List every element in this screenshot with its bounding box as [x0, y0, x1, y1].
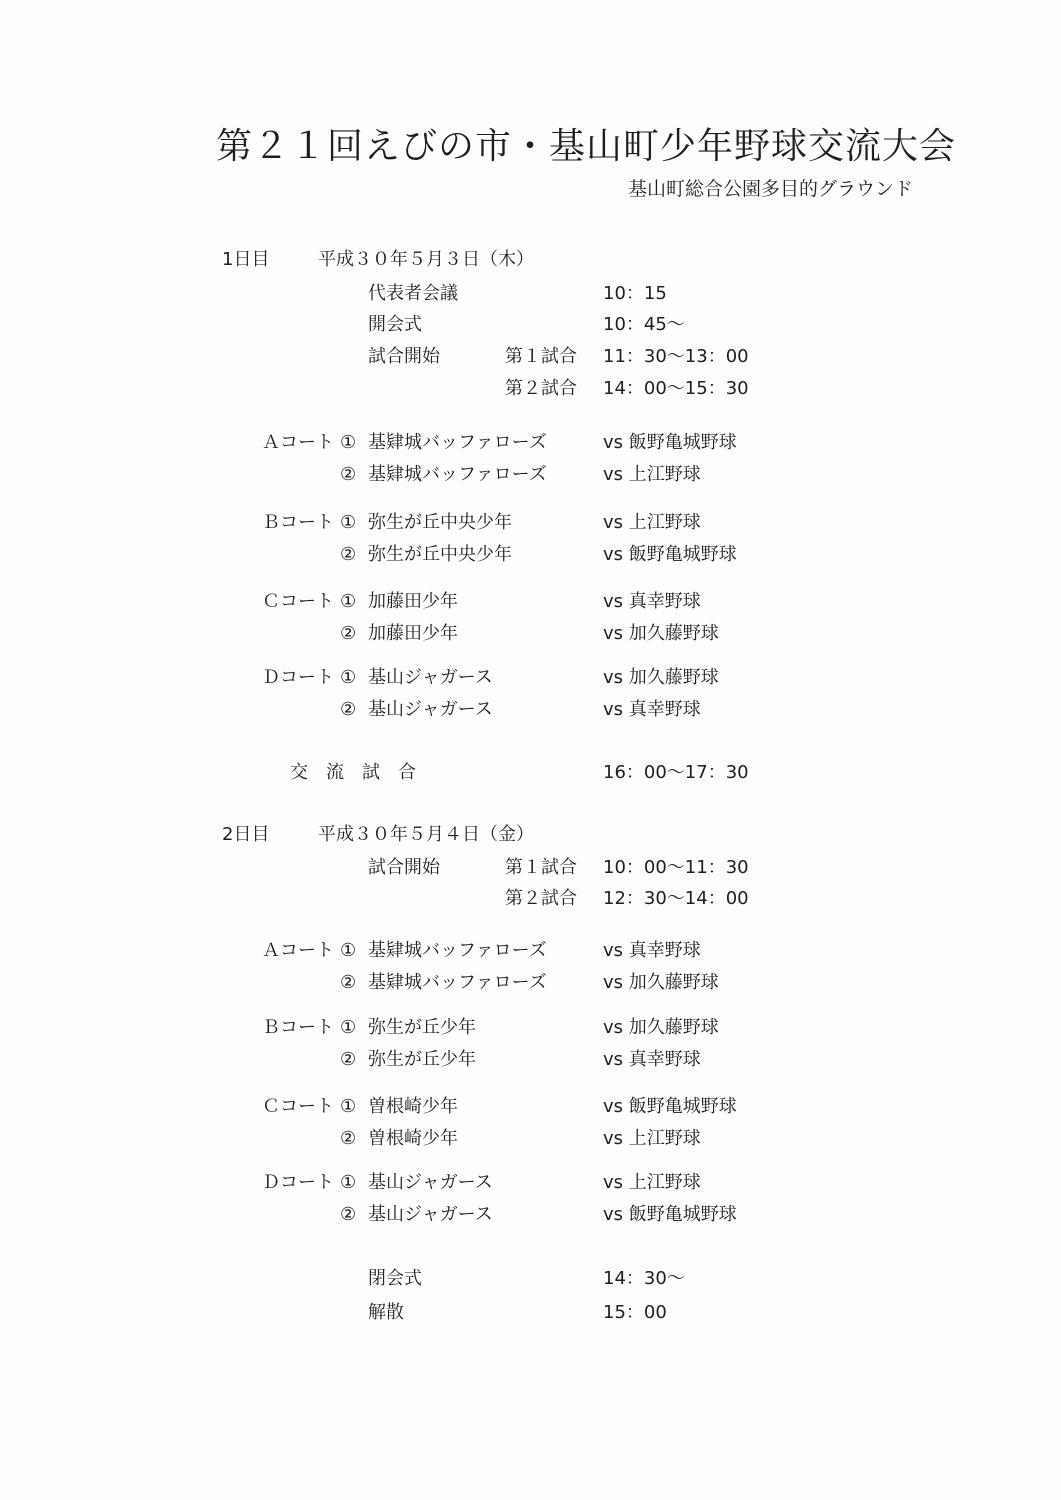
game-number: ② — [340, 1204, 357, 1225]
opponent-name: vs 真幸野球 — [603, 1049, 701, 1070]
team-name: 基山ジャガース — [368, 667, 493, 688]
game-number: ② — [340, 972, 357, 993]
closing-ceremony-time: 14：30～ — [603, 1268, 685, 1289]
dismissal-label: 解散 — [368, 1302, 404, 1323]
game-number: ① — [340, 940, 357, 961]
game-number: ① — [340, 1017, 357, 1038]
court-label: Ｃコート — [262, 591, 334, 612]
schedule-time: 11：30～13：00 — [603, 346, 749, 367]
schedule-event: 試合開始 — [368, 857, 440, 878]
game-number: ② — [340, 623, 357, 644]
game-number: ② — [340, 544, 357, 565]
schedule-event: 代表者会議 — [368, 283, 458, 304]
schedule-event: 試合開始 — [368, 346, 440, 367]
opponent-name: vs 上江野球 — [603, 464, 701, 485]
game-number: ① — [340, 432, 357, 453]
team-name: 曽根崎少年 — [368, 1096, 458, 1117]
exchange-match-time: 16：00～17：30 — [603, 762, 749, 783]
team-name: 基山ジャガース — [368, 1172, 493, 1193]
team-name: 基山ジャガース — [368, 699, 493, 720]
game-number: ② — [340, 1049, 357, 1070]
opponent-name: vs 加久藤野球 — [603, 972, 719, 993]
schedule-game-no: 第２試合 — [505, 888, 577, 909]
game-number: ① — [340, 512, 357, 533]
team-name: 加藤田少年 — [368, 591, 458, 612]
schedule-time: 10：15 — [603, 283, 667, 304]
dismissal-time: 15：00 — [603, 1302, 667, 1323]
team-name: 弥生が丘少年 — [368, 1017, 476, 1038]
team-name: 基肄城バッファローズ — [368, 972, 547, 993]
schedule-time: 14：00～15：30 — [603, 378, 749, 399]
court-label: Ａコート — [262, 940, 334, 961]
game-number: ① — [340, 667, 357, 688]
day1-label: 1日目 — [222, 249, 270, 270]
schedule-game-no: 第１試合 — [505, 857, 577, 878]
opponent-name: vs 飯野亀城野球 — [603, 1204, 737, 1225]
schedule-event: 開会式 — [368, 314, 422, 335]
court-label: Ｄコート — [262, 1172, 334, 1193]
opponent-name: vs 真幸野球 — [603, 699, 701, 720]
closing-ceremony-label: 閉会式 — [368, 1268, 422, 1289]
schedule-game-no: 第２試合 — [505, 378, 577, 399]
schedule-game-no: 第１試合 — [505, 346, 577, 367]
game-number: ① — [340, 591, 357, 612]
game-number: ① — [340, 1096, 357, 1117]
schedule-time: 10：45～ — [603, 314, 685, 335]
opponent-name: vs 上江野球 — [603, 1172, 701, 1193]
opponent-name: vs 真幸野球 — [603, 940, 701, 961]
game-number: ② — [340, 1128, 357, 1149]
opponent-name: vs 加久藤野球 — [603, 1017, 719, 1038]
day2-date: 平成３０年５月４日（金） — [318, 824, 534, 845]
team-name: 基肄城バッファローズ — [368, 432, 547, 453]
team-name: 基山ジャガース — [368, 1204, 493, 1225]
opponent-name: vs 加久藤野球 — [603, 667, 719, 688]
court-label: Ｃコート — [262, 1096, 334, 1117]
schedule-time: 10：00～11：30 — [603, 857, 749, 878]
opponent-name: vs 加久藤野球 — [603, 623, 719, 644]
venue-name: 基山町総合公園多目的グラウンド — [628, 178, 914, 200]
team-name: 曽根崎少年 — [368, 1128, 458, 1149]
exchange-match-label: 交 流 試 合 — [290, 762, 416, 783]
opponent-name: vs 飯野亀城野球 — [603, 1096, 737, 1117]
team-name: 弥生が丘中央少年 — [368, 544, 512, 565]
game-number: ② — [340, 699, 357, 720]
document-title: 第２１回えびの市・基山町少年野球交流大会 — [216, 126, 957, 167]
team-name: 弥生が丘中央少年 — [368, 512, 512, 533]
day1-date: 平成３０年５月３日（木） — [318, 249, 534, 270]
opponent-name: vs 上江野球 — [603, 1128, 701, 1149]
court-label: Ｂコート — [262, 1017, 334, 1038]
day2-label: 2日目 — [222, 824, 270, 845]
team-name: 基肄城バッファローズ — [368, 464, 547, 485]
game-number: ② — [340, 464, 357, 485]
schedule-time: 12：30～14：00 — [603, 888, 749, 909]
team-name: 基肄城バッファローズ — [368, 940, 547, 961]
court-label: Ｄコート — [262, 667, 334, 688]
team-name: 弥生が丘少年 — [368, 1049, 476, 1070]
court-label: Ａコート — [262, 432, 334, 453]
opponent-name: vs 上江野球 — [603, 512, 701, 533]
opponent-name: vs 真幸野球 — [603, 591, 701, 612]
game-number: ① — [340, 1172, 357, 1193]
opponent-name: vs 飯野亀城野球 — [603, 432, 737, 453]
opponent-name: vs 飯野亀城野球 — [603, 544, 737, 565]
court-label: Ｂコート — [262, 512, 334, 533]
team-name: 加藤田少年 — [368, 623, 458, 644]
